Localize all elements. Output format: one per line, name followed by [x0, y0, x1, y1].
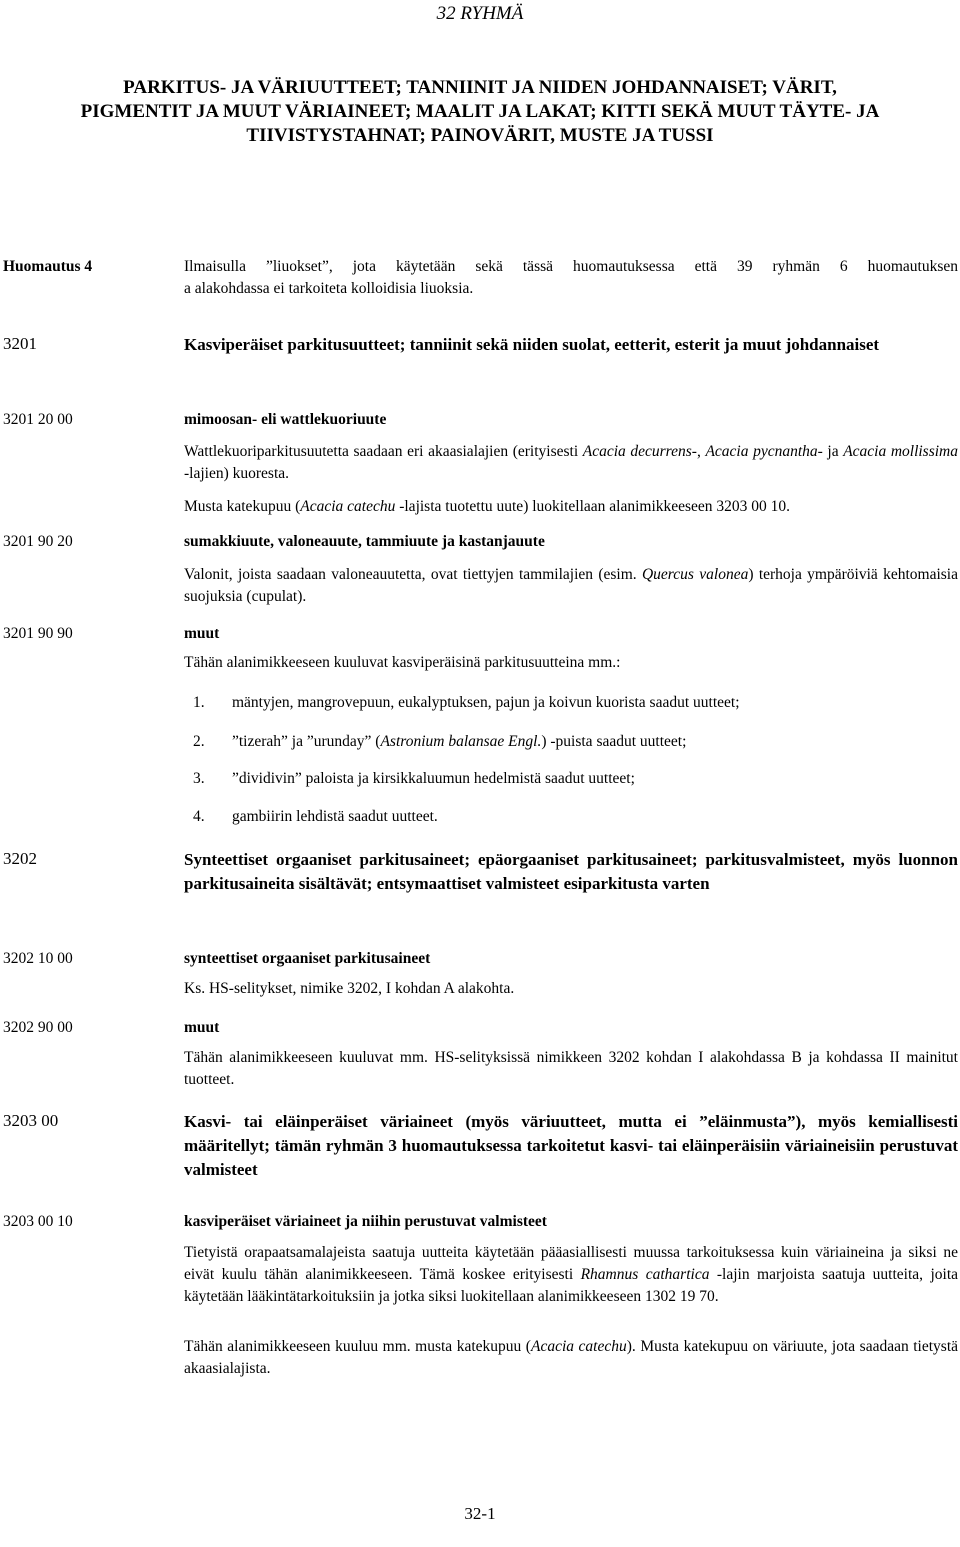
subheading-code: 3201 20 00 — [3, 411, 73, 428]
heading-title: Kasvi- tai eläinperäiset väriaineet (myös väriuutteet, mutta ei ”eläinmusta”), myös kemiallisesti määritellyt; tämän ryhmän 3 huomautuksessa tarkoitetut kasvi- tai eläinperäisiin väriaineisiin perustuvat valmisteet — [184, 1112, 958, 1179]
species-name: Acacia catechu — [300, 498, 396, 515]
species-name: Acacia mollissima — [843, 443, 958, 460]
title-line: TIIVISTYSTAHNAT; PAINOVÄRIT, MUSTE JA TUSSI — [246, 125, 714, 146]
text-run: Wattlekuoriparkitusuutetta saadaan eri akaasialajien (erityisesti — [184, 443, 583, 460]
explanatory-paragraph — [184, 1336, 958, 1380]
text-run: Tietyistä orapaatsamalajeista saatuja uutteita käytetään pääasiallisesti muussa tarkoituksessa kuin väriaineina ja siksi ne eivät kuulu tähän alanimikkeeseen. Tämä koskee erityisesti — [184, 1244, 958, 1283]
subheading-code: 3203 00 10 — [3, 1213, 73, 1230]
note-text — [184, 256, 958, 300]
explanatory-paragraph: Tähän alanimikkeeseen kuuluvat kasviperäisinä parkitusuutteina mm.: — [184, 654, 621, 671]
text-run: -lajien) kuoresta. — [184, 465, 290, 482]
explanatory-paragraph: Ks. HS-selitykset, nimike 3202, I kohdan A alakohta. — [184, 980, 515, 997]
list-number: 2. — [193, 733, 205, 750]
text-run: Musta katekupuu ( — [184, 498, 301, 515]
note-line: Ilmaisulla ”liuokset”, jota käytetään sekä tässä huomautuksessa että 39 ryhmän 6 huomautuksen — [184, 258, 958, 275]
text-run: mäntyjen, mangrovepuun, eukalyptuksen, pajun ja koivun kuorista saadut uutteet; — [232, 694, 740, 711]
text-run: - ja — [817, 443, 844, 460]
explanatory-paragraph — [184, 441, 958, 485]
species-name: Acacia catechu — [530, 1338, 627, 1355]
text-run: ) terhoja ympäröiviä kehtomaisia suojuksia (cupulat). — [184, 566, 958, 605]
list-item — [232, 731, 952, 753]
text-run: ”dividivin” paloista ja kirsikkaluumun hedelmistä saadut uutteet; — [232, 770, 635, 787]
text-run: gambiirin lehdistä saadut uutteet. — [232, 808, 438, 825]
subheading-title: sumakkiuute, valoneauute, tammiuute ja kastanjauute — [184, 533, 545, 550]
subheading-title: muut — [184, 625, 220, 642]
heading-code: 3202 — [3, 849, 37, 868]
text-run: ). Musta katekupuu on väriuute, jota saadaan tietystä akaasialajista. — [184, 1338, 959, 1377]
title-line: PIGMENTIT JA MUUT VÄRIAINEET; MAALIT JA LAKAT; KITTI SEKÄ MUUT TÄYTE- JA — [80, 101, 880, 122]
list-item — [232, 806, 952, 828]
species-name: Rhamnus cathartica — [580, 1266, 710, 1283]
subheading-title: synteettiset orgaaniset parkitusaineet — [184, 950, 431, 967]
explanatory-paragraph — [184, 564, 958, 608]
subheading-code: 3201 90 90 — [3, 625, 73, 642]
explanatory-paragraph — [184, 496, 958, 518]
species-name: Quercus valonea — [641, 566, 749, 583]
text-run: Tähän alanimikkeeseen kuuluu mm. musta katekupuu ( — [184, 1338, 531, 1355]
species-name: Astronium balansae Engl. — [380, 733, 542, 750]
list-number: 1. — [193, 694, 205, 711]
heading-title: Synteettiset orgaaniset parkitusaineet; epäorgaaniset parkitusaineet; parkitusvalmisteet, myös luonnon parkitusaineita sisältävät; entsymaattiset valmisteet esiparkitusta varten — [184, 850, 958, 893]
text-run: Valonit, joista saadaan valoneauutetta, ovat tiettyjen tammilajien (esim. — [184, 566, 642, 583]
note-line: a alakohdassa ei tarkoiteta kolloidisia liuoksia. — [184, 280, 474, 297]
subheading-title: mimoosan- eli wattlekuoriuute — [184, 411, 387, 428]
list-item — [232, 692, 952, 714]
heading-title: Kasviperäiset parkitusuutteet; tanniinit sekä niiden suolat, eetterit, esterit ja muut johdannaiset — [184, 335, 880, 354]
explanatory-paragraph — [184, 1242, 958, 1308]
chapter-heading: 32 RYHMÄ — [436, 3, 524, 24]
text-run: -lajista tuotettu uute) luokitellaan alanimikkeeseen 3203 00 10. — [395, 498, 791, 515]
list-number: 3. — [193, 770, 205, 787]
title-line: PARKITUS- JA VÄRIUUTTEET; TANNIINIT JA NIIDEN JOHDANNAISET; VÄRIT, — [123, 77, 837, 98]
subheading-code: 3202 90 00 — [3, 1019, 73, 1036]
text-run: ”tizerah” ja ”urunday” ( — [232, 733, 381, 750]
subheading-code: 3202 10 00 — [3, 950, 73, 967]
species-name: Acacia pycnantha — [705, 443, 818, 460]
explanatory-paragraph: Tähän alanimikkeeseen kuuluvat mm. HS-selityksissä nimikkeen 3202 kohdan I alakohdassa B ja kohdassa II mainitut tuotteet. — [184, 1049, 958, 1088]
text-run: -lajin marjoista saatuja uutteita, joita käytetään lääkintätarkoituksiin ja jotka siksi luokitellaan alanimikkeeseen 1302 19 70. — [184, 1266, 959, 1305]
page-number: 32-1 — [464, 1504, 496, 1523]
chapter-title — [0, 76, 960, 148]
heading-code: 3203 00 — [3, 1111, 59, 1130]
note-label: Huomautus 4 — [3, 258, 93, 275]
heading-code: 3201 — [3, 334, 37, 353]
text-run: ) -puista saadut uutteet; — [541, 733, 687, 750]
list-number: 4. — [193, 808, 205, 825]
species-name: Acacia decurrens — [582, 443, 692, 460]
subheading-code: 3201 90 20 — [3, 533, 73, 550]
text-run: -, — [691, 443, 706, 460]
subheading-title: kasviperäiset väriaineet ja niihin perustuvat valmisteet — [184, 1213, 547, 1230]
subheading-title: muut — [184, 1019, 220, 1036]
list-item — [232, 768, 952, 790]
